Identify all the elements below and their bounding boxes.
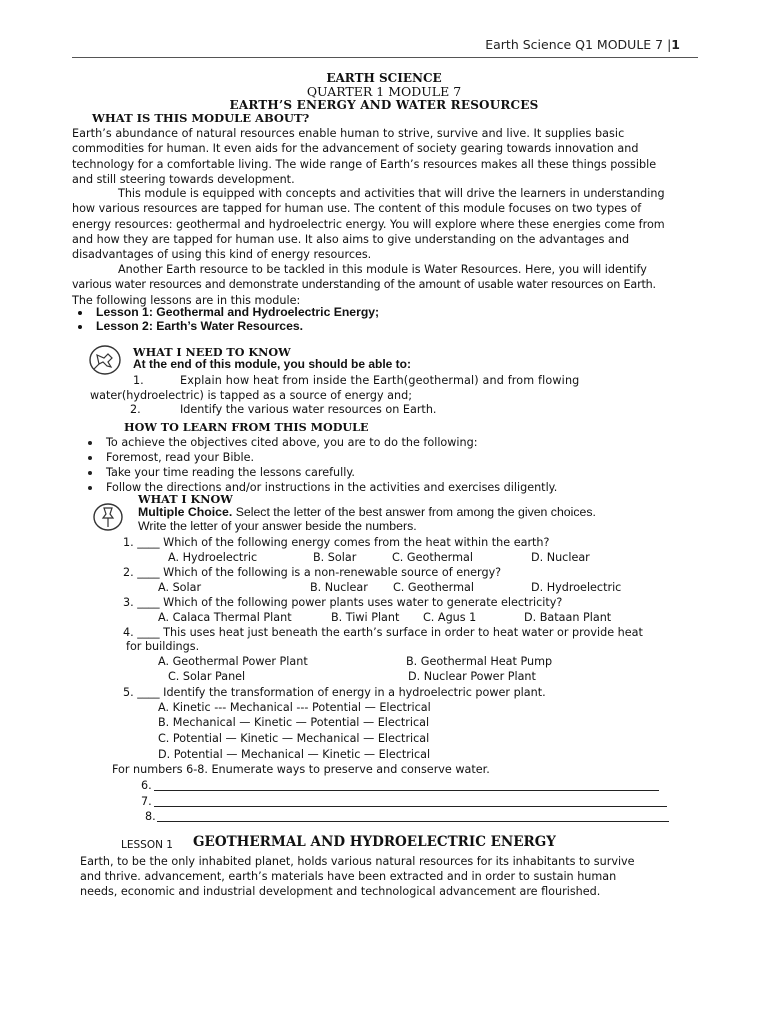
how-heading: HOW TO LEARN FROM THIS MODULE [124,420,369,434]
how-item-text: Follow the directions and/or instructions in the activities and exercises diligently. [106,481,558,494]
blank-number: 6. [141,779,152,792]
choice: B. Geothermal Heat Pump [406,655,553,668]
paragraph-line: and still steering towards development. [72,172,295,186]
page-header [485,37,680,52]
choice: C. Potential — Kinetic — Mechanical — Electrical [158,732,430,745]
choice: D. Nuclear [531,551,590,564]
know-heading: WHAT I KNOW [138,492,233,506]
thumbtack-icon [92,502,124,532]
bullet-icon [88,471,92,475]
header-rule [72,57,698,58]
page-number: 1 [671,37,680,52]
paragraph-line: technology for a comfortable living. The wide range of Earth’s resources makes all these things possible [72,157,657,171]
answer-blank-7[interactable] [154,806,667,807]
enumeration-instruction: For numbers 6-8. Enumerate ways to preserve and conserve water. [112,763,490,776]
choice: C. Agus 1 [423,611,477,624]
need-heading: WHAT I NEED TO KNOW [133,345,291,359]
topic-title: EARTH’S ENERGY AND WATER RESOURCES [229,98,539,112]
lesson-1-label: LESSON 1 [121,839,173,851]
paragraph-line: This module is equipped with concepts and activities that will drive the learners in understanding [118,187,665,200]
lesson-1-title: GEOTHERMAL AND HYDROELECTRIC ENERGY [193,834,556,850]
bullet-icon [88,441,92,445]
objective-number: 2. [130,403,141,416]
objective-1: Explain how heat from inside the Earth(geothermal) and from flowing [180,374,580,387]
know-instruction [138,505,596,520]
lesson-1-text: needs, economic and industrial development and technological advancement are flourished. [80,885,601,898]
lesson-item-label: Lesson 1: Geothermal and Hydroelectric Energy; [96,305,380,319]
lesson-list-item-2 [78,319,303,334]
answer-blank-8[interactable] [157,821,669,822]
objective-number: 1. [133,374,144,387]
objective-2: Identify the various water resources on Earth. [180,403,437,416]
question-3: 3. ____ Which of the following power plants uses water to generate electricity? [123,596,563,609]
choice: D. Hydroelectric [531,581,622,594]
paragraph-line: Another Earth resource to be tackled in this module is Water Resources. Here, you will identify [118,263,647,276]
how-item-text: To achieve the objectives cited above, you are to do the following: [106,436,478,449]
question-1: 1. ____ Which of the following energy comes from the heat within the earth? [123,536,550,549]
paragraph-line: Earth’s abundance of natural resources enable human to strive, survive and live. It supplies basic [72,127,625,140]
choice: C. Solar Panel [168,670,246,683]
how-item-text: Take your time reading the lessons carefully. [106,466,355,479]
choice: C. Geothermal [392,551,473,564]
question-5: 5. ____ Identify the transformation of energy in a hydroelectric power plant. [123,686,546,699]
choice: B. Mechanical — Kinetic — Potential — Electrical [158,716,430,729]
answer-blank-6[interactable] [154,790,659,791]
about-paragraph-3 [72,262,712,308]
paragraph-line: energy resources: geothermal and hydroelectric energy. You will explore where these energies come from [72,217,665,231]
bullet-icon [78,311,82,315]
bullet-icon [88,456,92,460]
choice: A. Hydroelectric [168,551,258,564]
question-2: 2. ____ Which of the following is a non-renewable source of energy? [123,566,502,579]
paragraph-line: commodities for human. It even aids for the advancement of society gearing towards innovation and [72,142,639,156]
question-4-cont: for buildings. [126,640,200,653]
lesson-list-item-1 [78,305,379,320]
choice: D. Nuclear Power Plant [408,670,536,683]
bullet-icon [78,325,82,329]
question-4: 4. ____ This uses heat just beneath the earth’s surface in order to heat water or provide heat [123,626,643,639]
objective-1-cont: water(hydroelectric) is tapped as a source of energy and; [90,389,412,402]
know-instruction-2: Write the letter of your answer beside the numbers. [138,519,417,533]
header-text: Earth Science Q1 MODULE 7 | [485,37,672,52]
paragraph-line: how various resources are tapped for human use. The content of this module focuses on two types of [72,202,642,216]
need-intro: At the end of this module, you should be able to: [133,357,411,371]
bullet-icon [88,486,92,490]
choice: D. Bataan Plant [524,611,612,624]
paragraph-line: The following lessons are in this module: [72,293,301,307]
thumbtack-icon [88,344,122,376]
lesson-item-label: Lesson 2: Earth’s Water Resources. [96,319,304,333]
about-paragraph-1 [72,126,712,187]
choice: A. Geothermal Power Plant [158,655,308,668]
choice: C. Geothermal [393,581,474,594]
instruction-text: Select the letter of the best answer from among the given choices. [232,505,596,519]
blank-number: 8. [145,810,156,823]
subject-title: EARTH SCIENCE [326,71,442,85]
choice: A. Calaca Thermal Plant [158,611,292,624]
paragraph-line: disadvantages of using this kind of energy resources. [72,248,372,262]
lesson-1-text: and thrive. advancement, earth’s materials have been extracted and in order to sustain human [80,870,617,883]
choice: B. Solar [313,551,357,564]
about-heading: WHAT IS THIS MODULE ABOUT? [92,111,310,125]
paragraph-line: and how they are tapped for human use. It also aims to give understanding on the advantages and [72,232,630,246]
lesson-1-text: Earth, to be the only inhabited planet, holds various natural resources for its inhabitants to survive [80,855,635,868]
blank-number: 7. [141,795,152,808]
paragraph-line: various water resources and demonstrate understanding of the amount of usable water resources on Earth. [72,278,656,292]
choice: B. Tiwi Plant [331,611,400,624]
multiple-choice-label: Multiple Choice. [138,505,233,519]
about-paragraph-2 [72,186,712,262]
choice: A. Kinetic --- Mechanical --- Potential — Electrical [158,701,431,714]
quarter-title: QUARTER 1 MODULE 7 [306,84,462,99]
choice: A. Solar [158,581,202,594]
choice: B. Nuclear [310,581,368,594]
choice: D. Potential — Mechanical — Kinetic — Electrical [158,748,431,761]
how-item-text: Foremost, read your Bible. [106,451,255,464]
how-item [88,435,478,450]
how-item [88,450,254,465]
how-item [88,465,355,480]
